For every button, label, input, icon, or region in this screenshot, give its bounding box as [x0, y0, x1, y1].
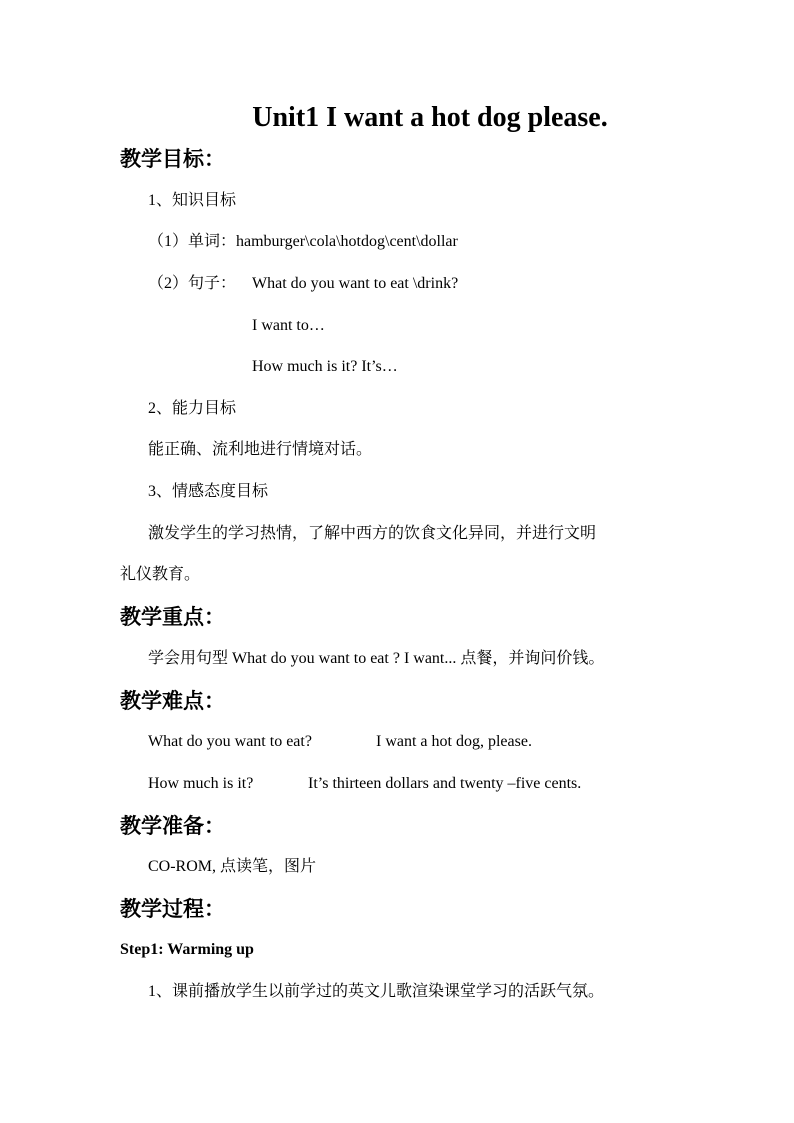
step-heading: Step1: Warming up: [120, 941, 254, 958]
sentence-line: I want to…: [252, 317, 325, 334]
attitude-objective-text: 礼仪教育。: [120, 566, 201, 583]
process-heading: 教学过程：: [120, 897, 225, 921]
sentence-line: How much is it? It’s…: [252, 358, 398, 375]
document-title: Unit1 I want a hot dog please.: [252, 102, 608, 133]
preparation-text: CO-ROM, 点读笔，图片: [148, 858, 317, 875]
dialogue-answer: It’s thirteen dollars and twenty –five cents.: [308, 775, 582, 792]
dialogue-question: How much is it?: [148, 775, 254, 792]
key-points-text: 学会用句型 What do you want to eat ? I want... 点餐，并询问价钱。: [148, 650, 605, 667]
knowledge-objective-label: 1、知识目标: [148, 192, 237, 209]
difficulties-heading: 教学难点：: [120, 689, 225, 713]
attitude-objective-label: 3、情感态度目标: [148, 483, 269, 500]
ability-objective-label: 2、能力目标: [148, 400, 237, 417]
step-item: 1、课前播放学生以前学过的英文儿歌渲染课堂学习的活跃气氛。: [148, 983, 605, 1000]
objectives-heading: 教学目标：: [120, 147, 225, 171]
vocabulary-line: （1）单词：hamburger\cola\hotdog\cent\dollar: [148, 233, 458, 250]
preparation-heading: 教学准备：: [120, 814, 225, 838]
dialogue-question: What do you want to eat?: [148, 733, 312, 750]
sentence-line: What do you want to eat \drink?: [252, 275, 459, 292]
attitude-objective-text: 激发学生的学习热情，了解中西方的饮食文化异同，并进行文明: [148, 525, 597, 542]
key-points-heading: 教学重点：: [120, 605, 225, 629]
sentences-label: （2）句子：: [148, 275, 237, 292]
dialogue-answer: I want a hot dog, please.: [376, 733, 532, 750]
ability-objective-text: 能正确、流利地进行情境对话。: [148, 441, 373, 458]
